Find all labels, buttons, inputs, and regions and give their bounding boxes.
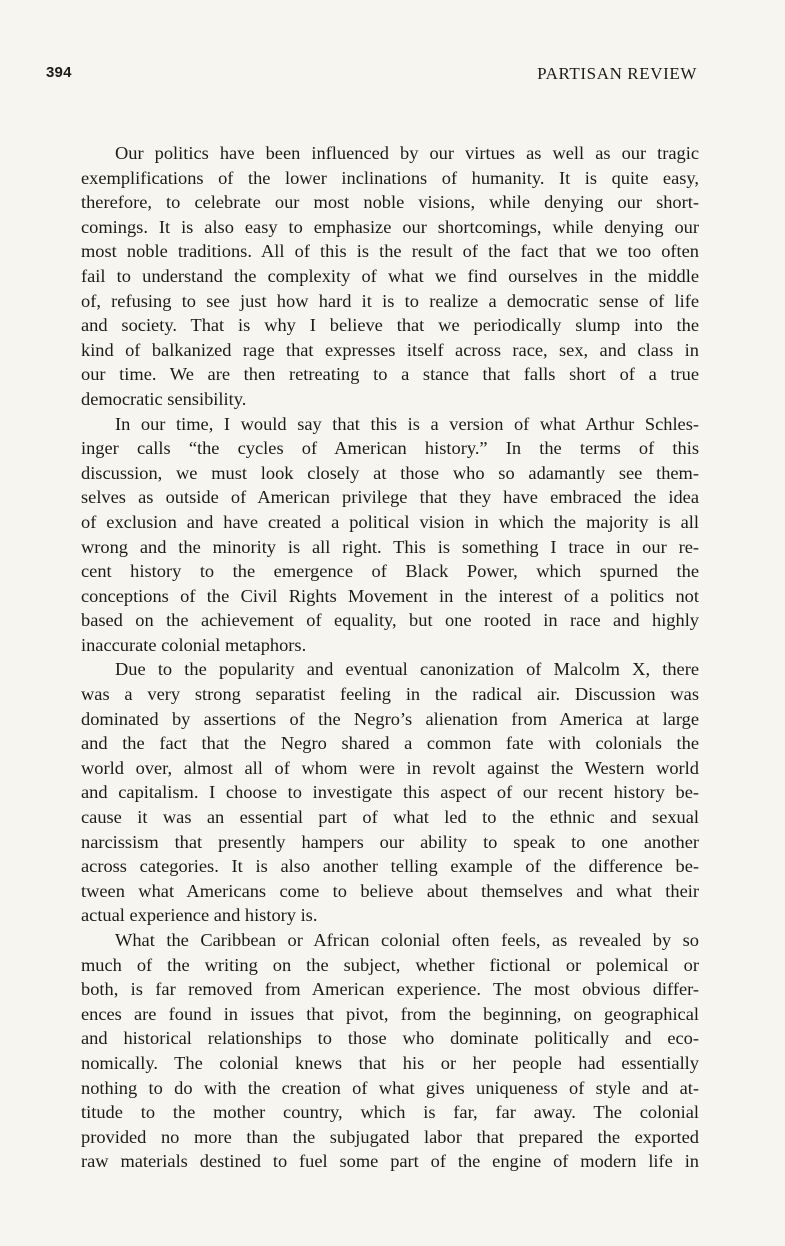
text-line: ences are found in issues that pivot, from the beginning, on geographical: [81, 1003, 699, 1024]
text-line: based on the achievement of equality, but one rooted in race and highly: [81, 610, 699, 631]
text-line: much of the writing on the subject, whether fictional or polemical or: [81, 954, 699, 975]
paragraph-2: [47, 412, 699, 658]
text-line: wrong and the minority is all right. This is something I trace in our re-: [81, 536, 699, 557]
text-line: democratic sensibility.: [81, 388, 247, 409]
text-line: our time. We are then retreating to a stance that falls short of a true: [81, 364, 699, 385]
text-line: narcissism that presently hampers our ability to speak to one another: [81, 831, 699, 852]
text-line: provided no more than the subjugated labor that prepared the exported: [81, 1126, 699, 1147]
paragraph-1: [47, 141, 699, 412]
text-line: raw materials destined to fuel some part of the engine of modern life in: [81, 1151, 699, 1172]
text-line: and historical relationships to those who dominate politically and eco-: [81, 1028, 699, 1049]
text-line: and capitalism. I choose to investigate this aspect of our recent history be-: [81, 782, 699, 803]
paragraph-3: [47, 657, 699, 928]
text-line: Our politics have been influenced by our virtues as well as our tragic: [115, 143, 699, 163]
text-line: conceptions of the Civil Rights Movement in the interest of a politics not: [81, 585, 699, 606]
text-line: selves as outside of American privilege that they have embraced the idea: [81, 487, 699, 508]
text-line: inaccurate colonial metaphors.: [81, 634, 307, 655]
text-line: tween what Americans come to believe about themselves and what their: [81, 880, 699, 901]
text-line: exemplifications of the lower inclinations of humanity. It is quite easy,: [81, 167, 699, 188]
text-line: of exclusion and have created a political vision in which the majority is all: [81, 511, 699, 532]
paragraph-4: [47, 928, 699, 1174]
text-line: inger calls “the cycles of American history.” In the terms of this: [81, 438, 699, 459]
text-line: across categories. It is also another telling example of the difference be-: [81, 856, 699, 877]
text-line: nothing to do with the creation of what gives uniqueness of style and at-: [81, 1077, 699, 1098]
text-line: therefore, to celebrate our most noble visions, while denying our short-: [81, 192, 699, 213]
text-line: What the Caribbean or African colonial often feels, as revealed by so: [115, 930, 699, 950]
text-line: of, refusing to see just how hard it is to realize a democratic sense of life: [81, 290, 699, 311]
text-line: In our time, I would say that this is a version of what Arthur Schles-: [115, 413, 699, 434]
text-line: comings. It is also easy to emphasize our shortcomings, while denying our: [81, 216, 699, 237]
running-head: PARTISAN REVIEW: [537, 64, 697, 83]
text-line: world over, almost all of whom were in revolt against the Western world: [81, 757, 699, 778]
text-line: fail to understand the complexity of what we find ourselves in the middle: [81, 265, 699, 286]
text-line: cent history to the emergence of Black Power, which spurned the: [81, 561, 699, 582]
text-line: and society. That is why I believe that we periodically slump into the: [81, 315, 699, 336]
body-text: [47, 141, 699, 1174]
text-line: cause it was an essential part of what led to the ethnic and sexual: [81, 807, 699, 828]
text-line: and the fact that the Negro shared a common fate with colonials the: [81, 733, 699, 754]
text-line: discussion, we must look closely at those who so adamantly see them-: [81, 462, 699, 483]
text-line: titude to the mother country, which is far, far away. The colonial: [81, 1102, 699, 1123]
text-line: was a very strong separatist feeling in the radical air. Discussion was: [81, 684, 699, 705]
text-line: most noble traditions. All of this is the result of the fact that we too often: [81, 241, 699, 262]
text-line: dominated by assertions of the Negro’s alienation from America at large: [81, 708, 699, 729]
text-line: Due to the popularity and eventual canonization of Malcolm X, there: [115, 659, 699, 680]
text-line: actual experience and history is.: [81, 905, 318, 926]
text-line: kind of balkanized rage that expresses itself across race, sex, and class in: [81, 339, 699, 360]
page-number: 394: [46, 64, 72, 81]
text-line: nomically. The colonial knews that his or her people had essentially: [81, 1052, 699, 1073]
text-line: both, is far removed from American experience. The most obvious differ-: [81, 979, 699, 1000]
